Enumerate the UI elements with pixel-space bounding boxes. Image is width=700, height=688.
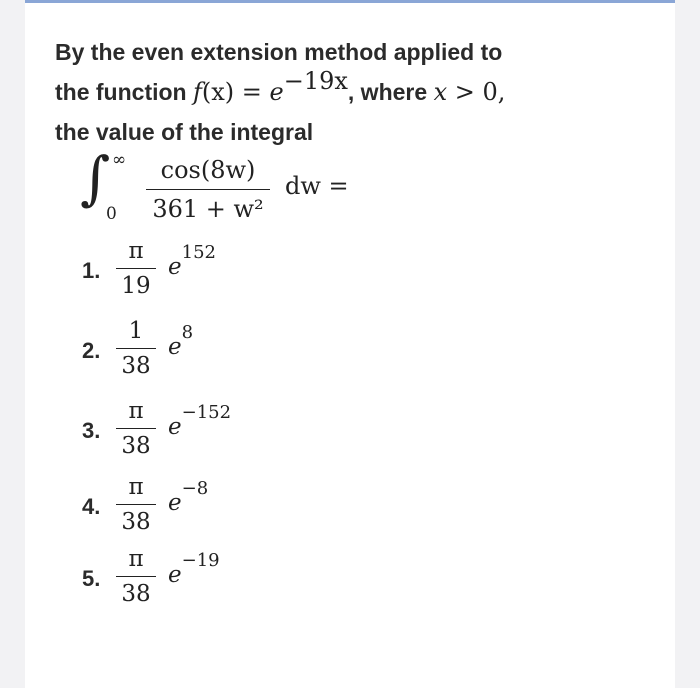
- option-exponential: [168, 240, 216, 280]
- question-line-3: the value of the integral: [55, 119, 314, 145]
- option-numerator: 1: [128, 318, 144, 344]
- option-base: e: [168, 490, 182, 516]
- question-text: [55, 32, 615, 152]
- option-fraction: [116, 396, 156, 461]
- answer-option-5[interactable]: [82, 544, 382, 624]
- option-power: −8: [181, 478, 209, 499]
- option-power: 152: [181, 242, 216, 263]
- option-numerator: π: [128, 474, 144, 500]
- option-numerator: π: [128, 238, 144, 264]
- option-power: 8: [181, 322, 194, 343]
- option-fraction: [116, 236, 156, 301]
- option-exponential: [168, 320, 194, 360]
- option-denominator: 38: [121, 353, 151, 379]
- integral-upper-limit: ∞: [112, 150, 127, 170]
- option-power: −152: [181, 402, 232, 423]
- option-label: 1.: [82, 258, 101, 283]
- option-numerator: π: [128, 546, 144, 572]
- option-fraction-bar: [116, 348, 156, 349]
- function-arg: (x): [201, 78, 235, 106]
- option-fraction: [116, 544, 156, 609]
- integrand-fraction: [146, 154, 270, 225]
- option-exponential: [168, 476, 209, 516]
- option-denominator: 38: [121, 433, 151, 459]
- condition-var: x: [433, 78, 448, 106]
- answer-option-2[interactable]: [82, 316, 382, 396]
- option-base: e: [168, 334, 182, 360]
- option-exponential: [168, 400, 232, 440]
- option-numerator: π: [128, 398, 144, 424]
- integral-sign: ∫: [80, 144, 111, 212]
- question-line-2-prefix: the function: [55, 79, 193, 105]
- integral-expression: [80, 144, 480, 230]
- equals-sign: =: [234, 78, 270, 106]
- option-exponential: [168, 548, 220, 588]
- condition: > 0,: [447, 78, 506, 106]
- question-line-1: By the even extension method applied to: [55, 39, 503, 65]
- option-fraction: [116, 472, 156, 537]
- question-line-2: [55, 67, 615, 112]
- option-denominator: 38: [121, 509, 151, 535]
- integrand-denominator: 361 + w²: [152, 195, 264, 223]
- integral-lower-limit: 0: [106, 204, 117, 224]
- option-label: 4.: [82, 494, 101, 519]
- integral-suffix: dw =: [285, 172, 349, 200]
- question-line-2-mid: , where: [347, 79, 434, 105]
- option-fraction-bar: [116, 268, 156, 269]
- function-name: f: [192, 78, 202, 106]
- answer-option-4[interactable]: [82, 472, 382, 552]
- option-label: 5.: [82, 566, 101, 591]
- option-fraction-bar: [116, 576, 156, 577]
- option-fraction-bar: [116, 428, 156, 429]
- option-label: 2.: [82, 338, 101, 363]
- option-fraction-bar: [116, 504, 156, 505]
- fraction-bar: [146, 189, 270, 190]
- exp-base: e: [269, 78, 284, 106]
- answer-option-1[interactable]: [82, 236, 382, 316]
- option-base: e: [168, 254, 182, 280]
- option-denominator: 38: [121, 581, 151, 607]
- option-power: −19: [181, 550, 220, 571]
- exp-power: −19x: [283, 67, 348, 96]
- integrand-numerator: cos(8w): [160, 156, 256, 184]
- option-label: 3.: [82, 418, 101, 443]
- option-denominator: 19: [121, 273, 151, 299]
- option-fraction: [116, 316, 156, 381]
- option-base: e: [168, 562, 182, 588]
- option-base: e: [168, 414, 182, 440]
- answer-option-3[interactable]: [82, 396, 382, 476]
